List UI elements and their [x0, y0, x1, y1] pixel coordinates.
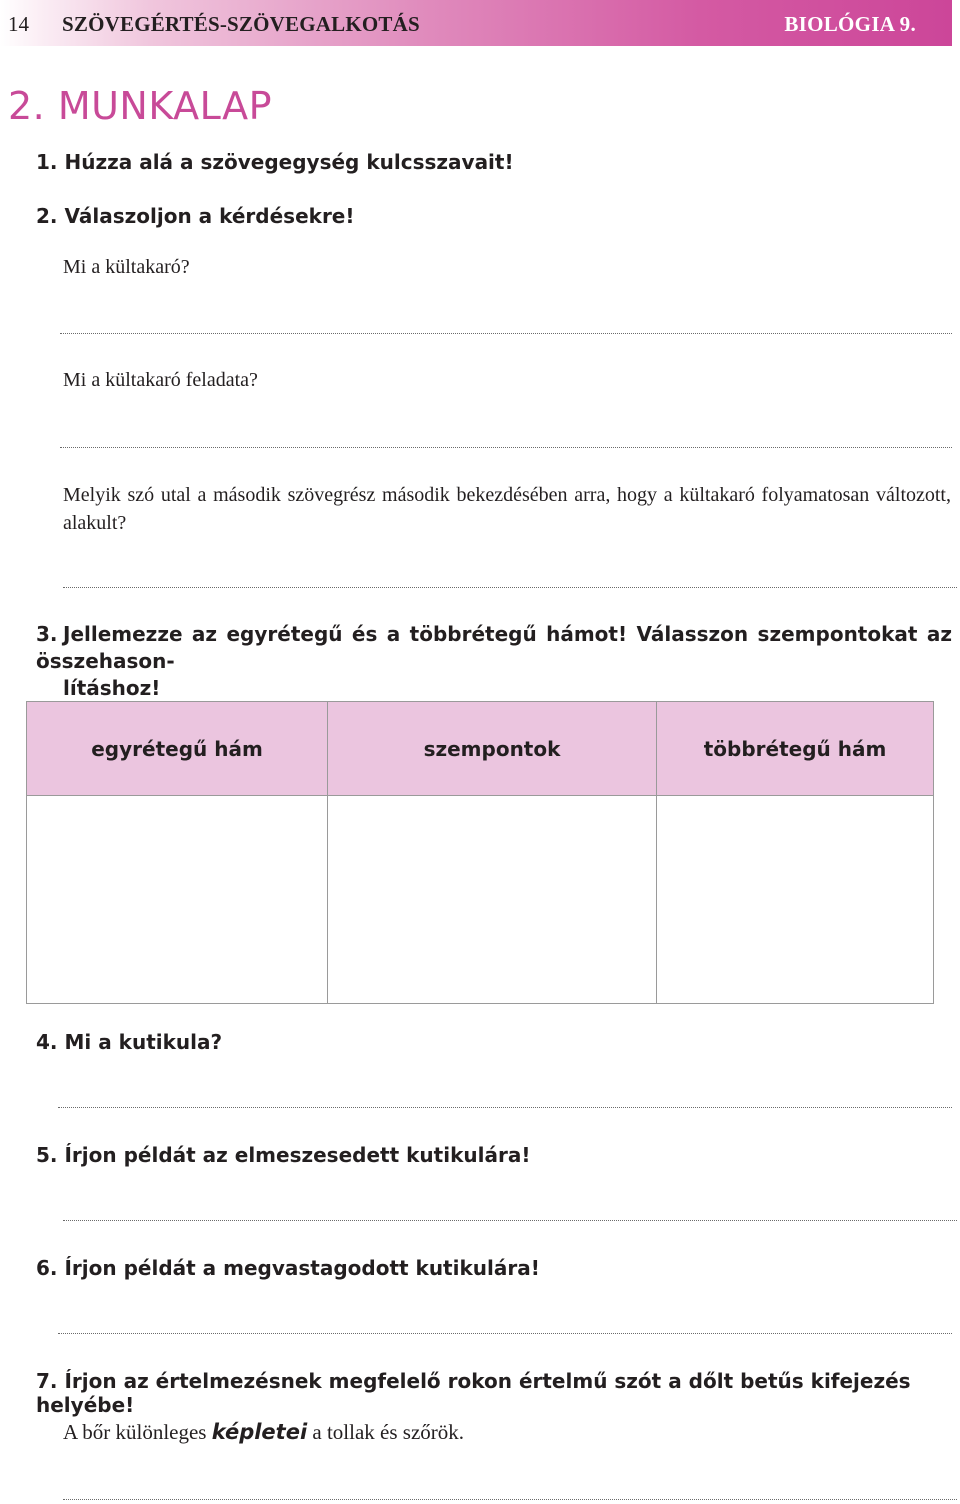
answer-line[interactable]: [63, 1220, 957, 1221]
answer-line[interactable]: [60, 333, 952, 334]
header-title: SZÖVEGÉRTÉS-SZÖVEGALKOTÁS: [62, 12, 420, 36]
sentence-italic-term: képletei: [211, 1420, 308, 1444]
example-sentence: [63, 1420, 464, 1445]
table-cell-egyretegu[interactable]: [27, 796, 328, 1004]
page-header-bar: [0, 0, 952, 46]
table-cell-tobbretegu[interactable]: [657, 796, 934, 1004]
question-kultakaro-feladata: Mi a kültakaró feladata?: [63, 369, 258, 391]
question-kultakaro: Mi a kültakaró?: [63, 256, 190, 278]
question-valtozas: Melyik szó utal a második szövegrész második bekezdésében arra, hogy a kültakaró folyamatosan változott, alakult?: [63, 484, 951, 534]
task-2: 2. Válaszoljon a kérdésekre!: [36, 204, 355, 228]
task-7: 7. Írjon az értelmezésnek megfelelő rokon értelmű szót a dőlt betűs kifejezés helyébe!: [36, 1369, 911, 1417]
task-3-continuation: lításhoz!: [63, 676, 161, 700]
table-cell-szempontok[interactable]: [328, 796, 657, 1004]
table-header-szempontok: szempontok: [328, 702, 657, 796]
header-subject: BIOLÓGIA 9.: [784, 12, 916, 36]
task-1: 1. Húzza alá a szövegegység kulcsszavait!: [36, 150, 514, 174]
task-3: [36, 621, 952, 702]
sentence-before: A bőr különleges: [63, 1420, 212, 1444]
worksheet-title: 2. MUNKALAP: [8, 84, 273, 128]
answer-line[interactable]: [63, 1499, 957, 1500]
task-3-number: 3.: [36, 622, 58, 646]
answer-line[interactable]: [58, 1333, 952, 1334]
table-header-egyretegu: egyrétegű hám: [27, 702, 328, 796]
page-number: 14: [8, 12, 29, 36]
table-header-tobbretegu: többrétegű hám: [657, 702, 934, 796]
sentence-after: a tollak és szőrök.: [307, 1420, 465, 1444]
answer-line[interactable]: [58, 1107, 952, 1108]
table-header-row: [27, 702, 934, 796]
task-6: 6. Írjon példát a megvastagodott kutikulára!: [36, 1256, 540, 1280]
comparison-table: [26, 701, 934, 1004]
task-3-text: Jellemezze az egyrétegű és a többrétegű hámot! Válasszon szempontokat az összehason-: [36, 622, 952, 673]
answer-line[interactable]: [63, 587, 957, 588]
task-4: 4. Mi a kutikula?: [36, 1030, 223, 1054]
task-5: 5. Írjon példát az elmeszesedett kutikulára!: [36, 1143, 531, 1167]
table-row: [27, 796, 934, 1004]
answer-line[interactable]: [60, 447, 952, 448]
